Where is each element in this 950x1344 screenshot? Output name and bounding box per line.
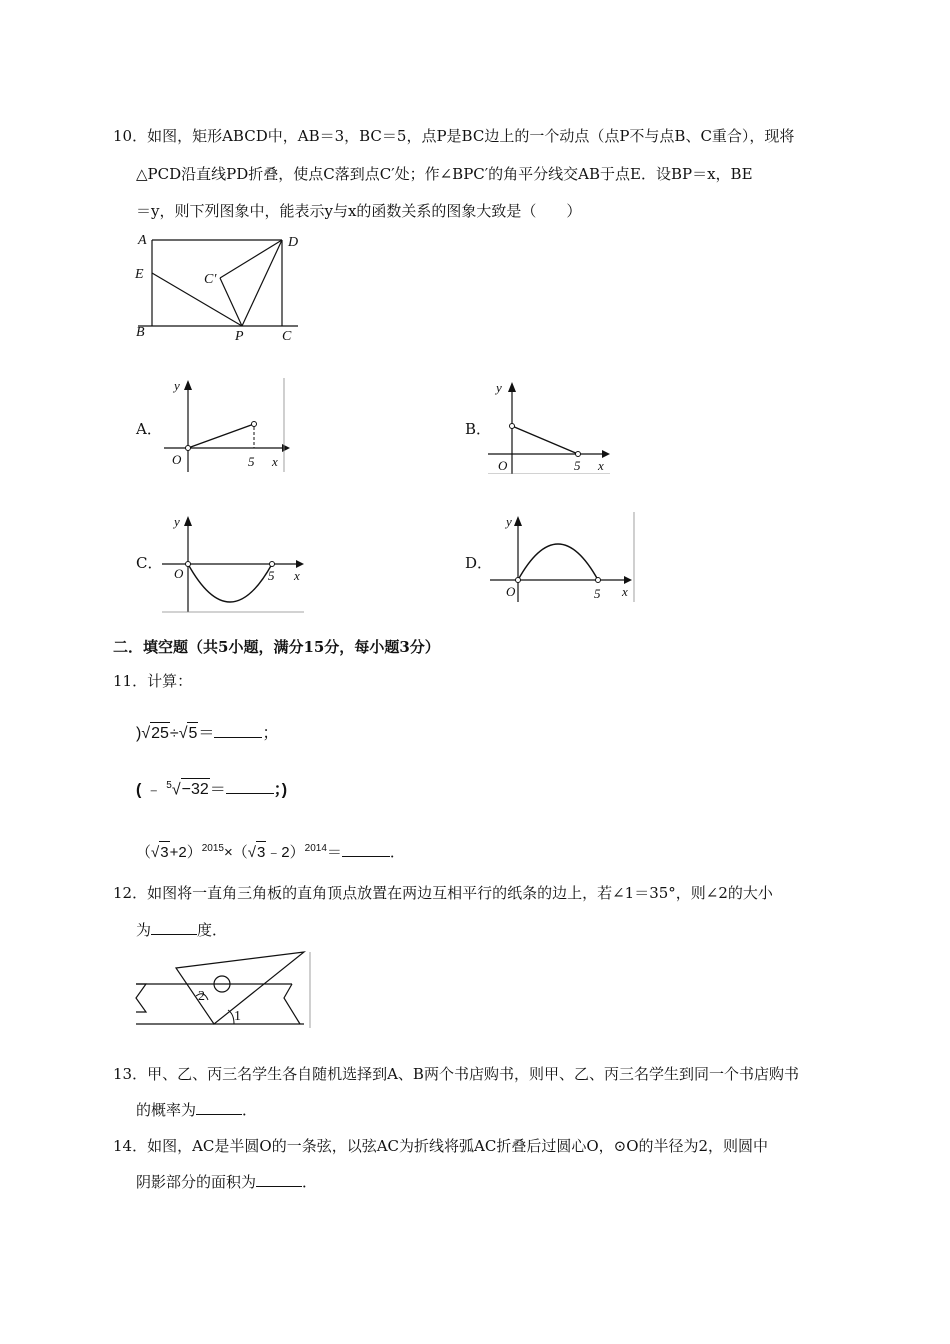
q13-line2: [136, 1099, 257, 1121]
q11-item1-radicand-a: 25: [150, 722, 170, 745]
q11-item3-radicand-1: 3: [159, 841, 169, 864]
q11-item3-answer-blank[interactable]: [342, 842, 390, 857]
q14-text-2-pre: 阴影部分的面积为: [136, 1173, 257, 1191]
graph-line: [188, 424, 254, 448]
q11-item2-radicand: −32: [181, 778, 210, 801]
q12-line1: [113, 882, 773, 904]
q11-item1-equals: ＝: [198, 725, 215, 742]
q11-item3-open: （: [136, 844, 152, 861]
strip-right-edge: [284, 984, 300, 1024]
graph-line: [512, 426, 578, 454]
label-p: P: [235, 329, 244, 344]
q11-item3: [136, 838, 405, 864]
y-label: y: [506, 514, 512, 529]
section-2-title: 二．填空题（共5小题，满分15分，每小题3分）: [113, 638, 440, 656]
q10-line2: △PCD沿直线PD折叠，使点C落到点C′处；作∠BPC′的角平分线交AB于点E．设BP＝x，BE: [136, 165, 753, 183]
q14-number: 14．: [113, 1137, 148, 1155]
q11-item2-minus: ﹣: [145, 781, 162, 799]
q11-line: [113, 670, 192, 692]
open-point-start: [186, 562, 191, 567]
segment-pc: [220, 278, 242, 326]
x-label: x: [622, 584, 628, 599]
q12-text-2-post: 度．: [197, 921, 228, 939]
x-axis-arrow: [282, 444, 290, 452]
sqrt-icon: √: [247, 844, 256, 861]
y-axis-arrow: [184, 380, 192, 390]
q11-item2-end: ；): [273, 781, 288, 799]
q11-item3-plus2: +2）: [169, 844, 202, 861]
x-label: x: [272, 454, 278, 469]
q13-number: 13．: [113, 1065, 148, 1083]
q10-rectangle-figure: [130, 228, 310, 348]
q11-item1-prefix: ): [136, 725, 142, 742]
q11-item3-radicand-2: 3: [256, 841, 266, 864]
q11-item2: [136, 775, 287, 801]
q11-item1: [136, 722, 278, 745]
q10-text-1: 如图，矩形ABCD中，AB＝3，BC＝5，点P是BC边上的一个动点（点P不与点B、C重合），现将: [147, 127, 795, 145]
q13-text-2-pre: 的概率为: [136, 1101, 197, 1119]
q11-item3-equals: ＝: [326, 844, 342, 861]
q11-item2-root-index: 5: [166, 780, 172, 791]
q13-answer-blank[interactable]: [196, 1100, 242, 1115]
angle-2-label: 2: [198, 989, 205, 1004]
open-point-start: [186, 446, 191, 451]
q14-answer-blank[interactable]: [256, 1172, 302, 1187]
x-label: x: [294, 568, 300, 583]
y-axis-arrow: [184, 516, 192, 526]
q14-text-1: 如图，AC是半圆O的一条弦，以弦AC为折线将弧AC折叠后过圆心O，⊙O的半径为2，则圆中: [147, 1137, 769, 1155]
q12-answer-blank[interactable]: [151, 920, 197, 935]
origin-label: O: [172, 452, 182, 467]
open-point-end: [596, 578, 601, 583]
open-point-end: [252, 422, 257, 427]
q11-prompt: 计算：: [147, 672, 193, 690]
q12-number: 12．: [113, 884, 148, 902]
x-label: x: [598, 458, 604, 473]
q12-text-1: 如图将一直角三角板的直角顶点放置在两边互相平行的纸条的边上，若∠1＝35°，则∠2的大小: [147, 884, 773, 902]
option-c-graph: [160, 512, 308, 614]
q11-item1-radicand-b: 5: [187, 722, 198, 745]
y-label: y: [496, 380, 502, 395]
q11-item3-exponent-1: 2015: [201, 843, 224, 854]
option-a-label: A．: [136, 420, 162, 438]
tick-5: 5: [574, 458, 581, 473]
open-point-end: [576, 452, 581, 457]
option-b-graph: [486, 378, 616, 474]
origin-label: O: [174, 566, 184, 581]
graph-curve: [188, 564, 272, 602]
x-axis-arrow: [602, 450, 610, 458]
tick-5: 5: [594, 586, 601, 601]
segment-ep: [152, 273, 242, 326]
sqrt-icon: √: [151, 844, 160, 861]
q13-line1: [113, 1063, 799, 1085]
y-axis-arrow: [508, 382, 516, 392]
tick-5: 5: [248, 454, 255, 469]
option-d-label: D．: [465, 554, 493, 572]
option-d-graph: [488, 512, 636, 604]
q10-number: 10．: [113, 127, 148, 145]
q11-item2-equals: ＝: [209, 781, 226, 799]
q11-item3-end: ．: [389, 844, 405, 861]
angle-1-label: 1: [234, 1009, 241, 1024]
q12-text-2-pre: 为: [136, 921, 152, 939]
strip-left-edge: [136, 984, 146, 1012]
label-b: B: [136, 325, 145, 340]
open-point-end: [270, 562, 275, 567]
q10-line1: [113, 125, 794, 147]
sqrt-icon: √: [178, 725, 188, 742]
q11-item1-end: ；: [262, 725, 279, 742]
y-label: y: [174, 514, 180, 529]
q11-item3-times: ×（: [223, 844, 248, 861]
x-axis-arrow: [624, 576, 632, 584]
q14-line1: [113, 1135, 768, 1157]
q14-line2: [136, 1171, 317, 1193]
q11-item3-exponent-2: 2014: [304, 843, 327, 854]
q12-figure: [134, 950, 312, 1030]
q13-text-2-post: ．: [242, 1101, 258, 1119]
sqrt-icon: √: [171, 781, 181, 799]
label-e: E: [135, 267, 144, 282]
origin-label: O: [498, 458, 508, 473]
q12-line2: [136, 919, 227, 941]
option-c-label: C．: [136, 554, 163, 572]
label-d: D: [288, 235, 299, 250]
q11-item1-divide: ÷: [169, 725, 179, 742]
q13-text-1: 甲、乙、丙三名学生各自随机选择到A、B两个书店购书，则甲、乙、丙三名学生到同一个书店购书: [147, 1065, 799, 1083]
q11-number: 11．: [113, 672, 148, 690]
q11-item2-answer-blank[interactable]: [226, 779, 274, 794]
label-c: C: [282, 329, 292, 344]
label-a: A: [138, 233, 147, 248]
option-b-label: B．: [465, 420, 492, 438]
q11-item1-answer-blank[interactable]: [214, 723, 262, 738]
option-a-graph: [160, 378, 290, 474]
q14-text-2-post: ．: [302, 1173, 318, 1191]
sqrt-icon: √: [141, 725, 151, 742]
q11-item3-minus2: ﹣2）: [266, 844, 305, 861]
tick-5: 5: [268, 568, 275, 583]
open-point-start: [516, 578, 521, 583]
label-cprime: C′: [204, 272, 217, 287]
origin-label: O: [506, 584, 516, 599]
q10-line3: ＝y，则下列图象中，能表示y与x的函数关系的图象大致是（ ）: [136, 202, 582, 220]
y-label: y: [174, 378, 180, 393]
y-axis-arrow: [514, 516, 522, 526]
q11-item2-open: (: [136, 781, 142, 799]
x-axis-arrow: [296, 560, 304, 568]
open-point-start: [510, 424, 515, 429]
graph-curve: [518, 544, 598, 580]
